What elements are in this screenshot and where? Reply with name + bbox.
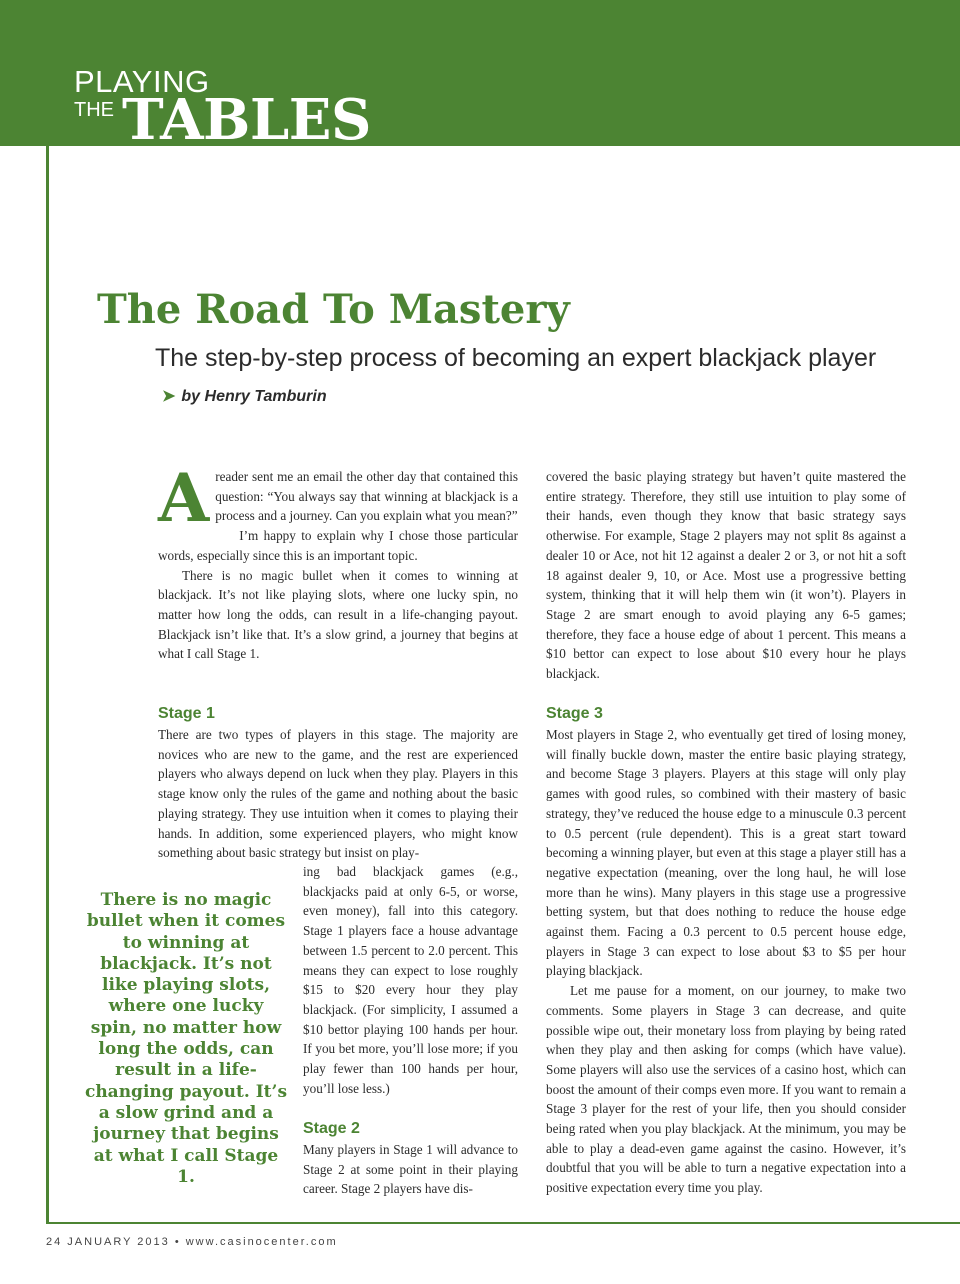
stage1-paragraph: There are two types of players in this stage. The majority are novices who are new to the game, and the rest are experienced players who always depend on luck when they play. Players in this stage know only the rules of the game and nothing about the basic playing strategy. They use intuition when it comes to playing their hands. In addition, some experienced players, who might know something about basic strategy but insist on play- [158, 727, 518, 861]
section-kicker-the: THE [74, 99, 114, 121]
section-kicker-playing: PLAYING [74, 64, 210, 99]
column-left-stage1 [158, 703, 518, 863]
bottom-rule [46, 1222, 960, 1224]
column-left-top [158, 459, 518, 664]
article-title: The Road To Mastery [97, 286, 570, 333]
stage3-heading: Stage 3 [546, 705, 603, 722]
column-narrow-stage2 [303, 1118, 518, 1199]
byline [162, 386, 327, 406]
intro-paragraph-3: There is no magic bullet when it comes to winning at blackjack. It’s not like playing slots, where one lucky spin, no matter how long the odds, can result in a life-changing payout. Blackjack isn’t like that. It’s a slow grind, a journey that begins at what I call Stage 1. [158, 567, 518, 662]
stage1-heading: Stage 1 [158, 705, 215, 722]
arrow-icon: ➤ [162, 388, 176, 405]
pull-quote: There is no magic bullet when it comes to winning at blackjack. It’s not like playing slots, where one lucky spin, no matter how long the odds, can result in a life-changing payout. It’s a slow grind and a journey that begins at what I call Stage 1. [84, 890, 288, 1187]
left-rule [46, 146, 49, 1224]
stage3-paragraph-1: Most players in Stage 2, who eventually get tired of losing money, will finally buckle down, master the entire basic playing strategy, and become Stage 3 players. Players at this stage will only play games with good rules, so combined with their mastery of basic strategy, they’ve reduced the house edge to a minuscule 0.3 percent to 0.5 percent (rule dependent). This is a great start toward becoming a winning player, but even at this stage a player still has a negative expectation (meaning, over the long haul, he will lose more than he wins). Many players in this stage use a progressive betting system, but that does nothing to reduce the house edge against them. Facing a 0.3 percent to 0.5 percent house edge, players in Stage 3 can expect to lose about $3 to $5 per hour playing blackjack. [546, 727, 906, 979]
article-subtitle: The step-by-step process of becoming an expert blackjack player [155, 344, 877, 372]
byline-text: by Henry Tamburin [181, 388, 327, 405]
intro-paragraph-2: I’m happy to explain why I chose those particular words, especially since this is an important topic. [158, 528, 518, 563]
stage3-paragraph-2: Let me pause for a moment, on our journey, to make two comments. Some players in Stage 3 can decrease, and quite possible wipe out, their monetary loss from playing by being rated when they play and then asking for comps (which have value). Some players will also use the services of a casino host, which can boost the amount of their comps even more. If you want to remain a Stage 3 player for the rest of your life, then you should consider being rated when you play blackjack. At the minimum, you may be able to play a dead-even game against the casino. However, it’s doubtful that you will be able to turn a negative expectation into a positive expectation every time you play. [546, 983, 906, 1196]
stage1-paragraph-continued: ing bad blackjack games (e.g., blackjacks paid at only 6-5, or worse, even money), fall into this category. Stage 1 players face a house advantage between 1.5 percent to 2.0 percent. This means they can expect to lose roughly $15 to $20 every hour they play blackjack. (For simplicity, I assumed a $10 bettor playing 100 hands per hour. If you bet more, you’ll lose more; if you play fewer than 100 hands per hour, you’ll lose less.) [303, 864, 518, 1096]
stage2-paragraph-continued: covered the basic playing strategy but haven’t quite mastered the entire strategy. Therefore, they still use intuition to play some of their hands, even though they know that basic strategy says otherwise. For example, Stage 2 players may not split 8s against a dealer 10 or Ace, not hit 12 against a dealer 2 or 3, or not hit a soft 18 against dealer 9, 10, or Ace. Most use a progressive betting system, thinking that it will help them win (it won’t). Players in Stage 2 are smart enough to avoid playing any 6-5 games; therefore, they face a house edge of about 1 percent. This means a $10 bettor can expect to lose about $10 every hour he plays blackjack. [546, 469, 906, 682]
column-narrow [303, 862, 518, 1098]
column-right-top [546, 467, 906, 684]
drop-cap: A [158, 459, 210, 537]
stage2-paragraph: Many players in Stage 1 will advance to Stage 2 at some point in their playing career. Stage 2 players have dis- [303, 1142, 518, 1197]
section-kicker-tables: TABLES [122, 87, 371, 153]
page-footer: 24 JANUARY 2013 • www.casinocenter.com [46, 1236, 338, 1248]
stage2-heading: Stage 2 [303, 1120, 360, 1137]
column-right-stage3 [546, 703, 906, 1198]
intro-paragraph-1: reader sent me an email the other day that contained this question: “You always say that winning at blackjack is a process and a journey. Can you explain what you mean?” [215, 469, 518, 524]
